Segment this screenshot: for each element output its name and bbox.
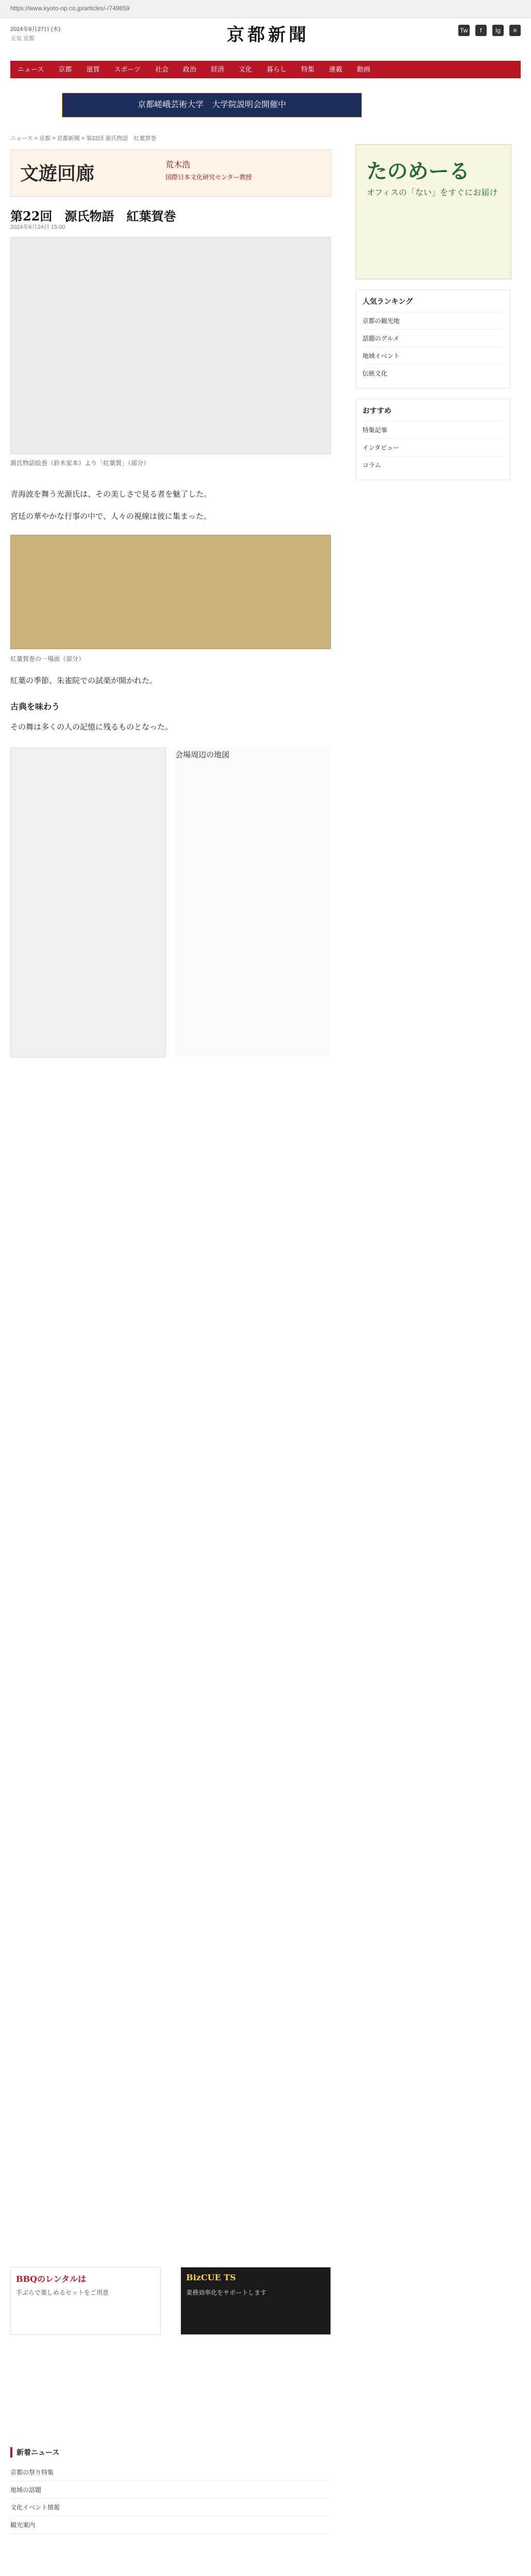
nav-item-politics[interactable]: 政治 <box>182 65 196 73</box>
nav-item-shiga[interactable]: 滋賀 <box>86 65 100 73</box>
sidebar-ranking <box>356 290 510 388</box>
top-banner-ad[interactable]: 京都嵯峨芸術大学 大学院説明会開催中 <box>62 93 362 117</box>
nav-item-video[interactable]: 動画 <box>356 65 370 73</box>
block-1 <box>10 2447 330 2534</box>
body-paragraph: 青海波を舞う光源氏は、その美しさで見る者を魅了した。 <box>10 489 212 499</box>
site-logo[interactable]: 京都新聞 <box>227 25 309 45</box>
recommend-item[interactable]: コラム <box>362 456 504 473</box>
recommend-item[interactable]: 特集記事 <box>362 421 504 438</box>
series-author: 荒木浩 <box>165 160 191 170</box>
site-header <box>10 21 521 62</box>
ad-bbq-title: BBQのレンタルは <box>16 2274 86 2284</box>
instagram-icon[interactable]: Ig <box>492 25 504 36</box>
list-item[interactable]: 地域の話題 <box>10 2481 330 2499</box>
body-paragraph: その舞は多くの人の記憶に残るものとなった。 <box>10 722 173 732</box>
list-item[interactable]: 京都の祭り特集 <box>10 2464 330 2481</box>
series-logo: 文遊回廊 <box>20 163 95 184</box>
map-block <box>10 748 330 1057</box>
ranking-item[interactable]: 京都の観光地 <box>362 312 504 329</box>
sidebar-ad-sub: オフィスの「ない」をすぐにお届け <box>367 188 498 197</box>
ad-bbq[interactable] <box>10 2267 161 2335</box>
map-text: 会場周辺の地図 <box>175 748 330 1057</box>
sidebar-ad-title: たのめーる <box>367 159 470 183</box>
article-body <box>10 487 330 1065</box>
url-text[interactable]: https://www.kyoto-np.co.jp/articles/-/749859 <box>10 5 130 12</box>
nav-item-economy[interactable]: 経済 <box>210 65 224 73</box>
ad-bizcue[interactable] <box>180 2267 331 2335</box>
article-time: 2024年6月24日 15:00 <box>10 224 65 230</box>
ranking-item[interactable]: 話題のグルメ <box>362 329 504 347</box>
block-1-list <box>10 2464 330 2534</box>
nav-item-features[interactable]: 特集 <box>301 65 314 73</box>
ranking-item[interactable]: 地域イベント <box>362 347 504 364</box>
main-image <box>10 237 331 454</box>
nav-item-kyoto[interactable]: 京都 <box>58 65 72 73</box>
header-actions <box>455 25 521 36</box>
facebook-icon[interactable]: f <box>475 25 487 36</box>
map-image <box>10 748 166 1058</box>
ranking-item[interactable]: 伝統文化 <box>362 364 504 382</box>
sidebar-ad[interactable] <box>356 144 511 279</box>
twitter-icon[interactable]: Tw <box>458 25 470 36</box>
nav-item-news[interactable]: ニュース <box>18 65 44 73</box>
block-1-title: 新着ニュース <box>10 2447 330 2458</box>
nav-item-life[interactable]: 暮らし <box>266 65 287 73</box>
ad-bizcue-sub: 業務効率化をサポートします <box>186 2289 267 2296</box>
main-caption: 源氏物語絵巻（鈴木家本）より「紅葉賀」（部分） <box>10 460 150 467</box>
series-title-card <box>10 149 331 197</box>
recommend-item[interactable]: インタビュー <box>362 438 504 456</box>
sidebar-recommend <box>356 399 510 480</box>
list-item[interactable]: 文化イベント情報 <box>10 2499 330 2516</box>
inline-image <box>10 535 331 649</box>
body-paragraph: 紅葉の季節、朱雀院での試楽が開かれた。 <box>10 675 158 685</box>
nav-item-society[interactable]: 社会 <box>155 65 169 73</box>
ad-row <box>10 2267 330 2421</box>
sidebar-recommend-title: おすすめ <box>362 407 392 415</box>
header-date: 2024年6月27日 (木) <box>10 26 61 32</box>
series-affiliation: 国際日本文化研究センター教授 <box>165 174 252 181</box>
main-nav <box>10 61 521 78</box>
sidebar <box>356 144 521 490</box>
browser-bar <box>0 0 531 18</box>
ad-bizcue-title: BizCUE TS <box>186 2273 236 2282</box>
inline-caption: 紅葉賀巻の一場面（部分） <box>10 655 85 663</box>
body-paragraph: 宮廷の華やかな行事の中で、人々の視線は彼に集まった。 <box>10 512 211 521</box>
nav-item-culture[interactable]: 文化 <box>238 65 252 73</box>
nav-item-sports[interactable]: スポーツ <box>114 65 141 73</box>
breadcrumb[interactable]: ニュース > 京都 > 京都新聞 > 第22回 源氏物語 紅葉賀巻 <box>10 135 157 142</box>
header-weather: 天気 京都 <box>10 36 35 42</box>
sidebar-ranking-title: 人気ランキング <box>362 298 413 306</box>
article-title: 第22回 源氏物語 紅葉賀巻 <box>10 209 176 224</box>
section-heading: 古典を味わう <box>10 702 60 712</box>
nav-item-series[interactable]: 連載 <box>328 65 342 73</box>
menu-icon[interactable]: ≡ <box>509 25 521 36</box>
ad-bbq-sub: 手ぶらで楽しめるセットをご用意 <box>16 2289 109 2296</box>
list-item[interactable]: 観光案内 <box>10 2516 330 2534</box>
